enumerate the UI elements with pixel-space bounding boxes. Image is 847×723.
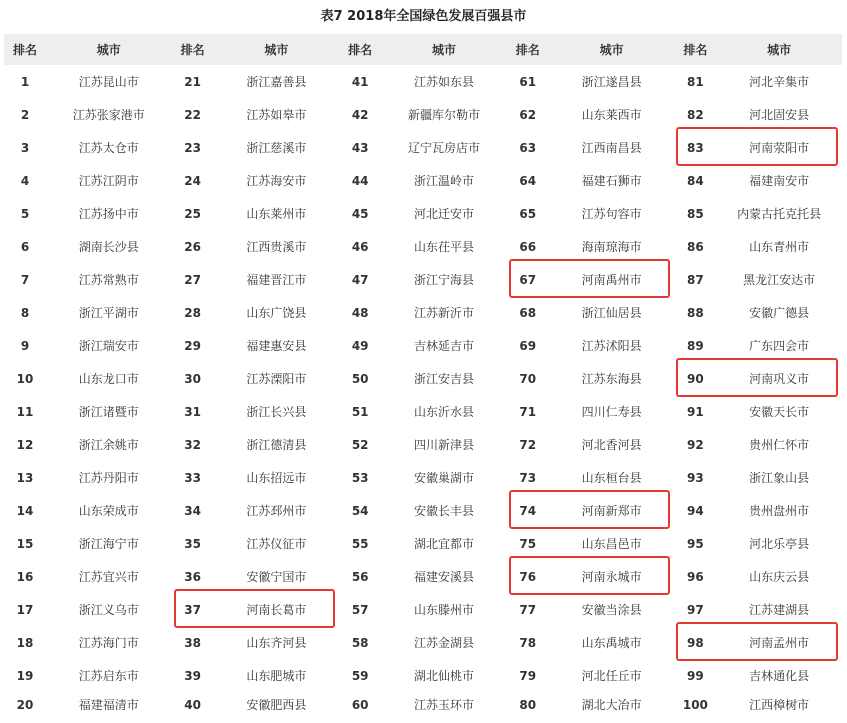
city-cell: 江苏扬中市 bbox=[78, 207, 139, 221]
city-cell: 山东莱州市 bbox=[246, 207, 307, 221]
rank-cell: 43 bbox=[351, 140, 369, 155]
rank-cell: 81 bbox=[687, 74, 704, 89]
city-cell: 山东禹城市 bbox=[581, 636, 642, 650]
header-city: 城市 bbox=[214, 34, 340, 65]
rank-cell: 64 bbox=[519, 173, 537, 188]
rank-cell: 56 bbox=[351, 569, 369, 584]
table-row bbox=[4, 164, 842, 197]
rank-cell: 27 bbox=[184, 272, 201, 287]
rank-cell: 29 bbox=[184, 338, 201, 353]
city-cell: 江苏张家港市 bbox=[72, 108, 145, 122]
city-cell: 浙江诸暨市 bbox=[78, 405, 139, 419]
city-cell: 山东青州市 bbox=[749, 240, 810, 254]
city-cell: 江苏海门市 bbox=[78, 636, 139, 650]
rank-cell: 18 bbox=[16, 635, 34, 650]
city-cell: 江苏丹阳市 bbox=[78, 471, 139, 485]
city-cell: 江苏仪征市 bbox=[246, 537, 307, 551]
rank-cell: 26 bbox=[184, 239, 201, 254]
city-cell: 江苏沭阳县 bbox=[581, 339, 642, 353]
city-cell: 江西樟树市 bbox=[749, 698, 810, 712]
city-cell: 福建福清市 bbox=[78, 698, 139, 712]
table-row bbox=[4, 626, 842, 659]
table-row bbox=[4, 560, 842, 593]
city-cell: 江苏海安市 bbox=[246, 174, 307, 188]
city-cell: 安徽宁国市 bbox=[246, 570, 307, 584]
city-cell: 江苏东海县 bbox=[581, 372, 642, 386]
rank-cell: 23 bbox=[184, 140, 201, 155]
city-cell: 浙江仙居县 bbox=[581, 306, 642, 320]
rank-cell: 63 bbox=[519, 140, 537, 155]
rank-cell: 100 bbox=[682, 697, 708, 712]
rank-cell: 85 bbox=[687, 206, 704, 221]
city-cell: 安徽天长市 bbox=[749, 405, 810, 419]
rank-cell: 95 bbox=[687, 536, 704, 551]
rank-cell: 32 bbox=[184, 437, 201, 452]
rank-cell: 6 bbox=[20, 239, 30, 254]
rank-cell: 46 bbox=[351, 239, 369, 254]
rank-cell: 4 bbox=[20, 173, 30, 188]
city-cell: 福建惠安县 bbox=[246, 339, 307, 353]
rank-cell: 62 bbox=[519, 107, 537, 122]
rank-cell: 13 bbox=[16, 470, 34, 485]
rank-cell: 51 bbox=[351, 404, 369, 419]
rank-cell: 93 bbox=[687, 470, 704, 485]
table-row bbox=[4, 395, 842, 428]
city-cell: 江西南昌县 bbox=[581, 141, 642, 155]
rank-cell: 58 bbox=[351, 635, 369, 650]
header-rank: 排名 bbox=[674, 34, 716, 65]
rank-cell: 94 bbox=[687, 503, 704, 518]
city-cell: 浙江海宁市 bbox=[78, 537, 139, 551]
rank-cell: 42 bbox=[351, 107, 369, 122]
city-cell: 山东齐河县 bbox=[246, 636, 307, 650]
city-cell: 河南孟州市 bbox=[749, 636, 810, 650]
rank-cell: 35 bbox=[184, 536, 201, 551]
rank-cell: 7 bbox=[20, 272, 30, 287]
rank-cell: 28 bbox=[184, 305, 201, 320]
city-cell: 福建安溪县 bbox=[413, 570, 474, 584]
header-city: 城市 bbox=[46, 34, 172, 65]
rank-cell: 98 bbox=[687, 635, 704, 650]
rank-cell: 77 bbox=[519, 602, 537, 617]
rank-cell: 68 bbox=[519, 305, 537, 320]
city-cell: 湖北宜都市 bbox=[413, 537, 474, 551]
rank-cell: 89 bbox=[687, 338, 704, 353]
rank-cell: 33 bbox=[184, 470, 201, 485]
header-row bbox=[4, 34, 842, 65]
city-cell: 山东荣成市 bbox=[78, 504, 139, 518]
city-cell: 河南长葛市 bbox=[246, 603, 307, 617]
rank-cell: 53 bbox=[351, 470, 369, 485]
table-row bbox=[4, 461, 842, 494]
city-cell: 福建南安市 bbox=[749, 174, 810, 188]
city-cell: 山东茌平县 bbox=[413, 240, 474, 254]
rank-cell: 66 bbox=[519, 239, 537, 254]
rank-cell: 67 bbox=[519, 272, 537, 287]
city-cell: 湖南长沙县 bbox=[78, 240, 139, 254]
rank-cell: 44 bbox=[351, 173, 369, 188]
city-cell: 浙江象山县 bbox=[749, 471, 810, 485]
city-cell: 江苏如东县 bbox=[413, 75, 474, 89]
rank-cell: 8 bbox=[20, 305, 30, 320]
city-cell: 山东广饶县 bbox=[246, 306, 307, 320]
rank-cell: 34 bbox=[184, 503, 201, 518]
rank-cell: 87 bbox=[687, 272, 704, 287]
city-cell: 河南永城市 bbox=[581, 570, 642, 584]
city-cell: 江苏启东市 bbox=[78, 669, 139, 683]
rank-cell: 70 bbox=[519, 371, 537, 386]
header-city: 城市 bbox=[549, 34, 675, 65]
city-cell: 山东招远市 bbox=[246, 471, 307, 485]
rank-cell: 84 bbox=[687, 173, 704, 188]
rank-cell: 97 bbox=[687, 602, 704, 617]
city-cell: 安徽巢湖市 bbox=[413, 471, 474, 485]
city-cell: 湖北仙桃市 bbox=[413, 669, 474, 683]
city-cell: 四川仁寿县 bbox=[581, 405, 642, 419]
city-cell: 江苏昆山市 bbox=[78, 75, 139, 89]
table-row bbox=[4, 329, 842, 362]
table-row bbox=[4, 593, 842, 626]
city-cell: 安徽当涂县 bbox=[581, 603, 642, 617]
city-cell: 浙江平湖市 bbox=[78, 306, 139, 320]
city-cell: 吉林通化县 bbox=[749, 669, 810, 683]
city-cell: 山东昌邑市 bbox=[581, 537, 642, 551]
city-cell: 安徽长丰县 bbox=[413, 504, 474, 518]
header-rank: 排名 bbox=[339, 34, 381, 65]
header-city: 城市 bbox=[381, 34, 507, 65]
rank-cell: 30 bbox=[184, 371, 201, 386]
city-cell: 浙江长兴县 bbox=[246, 405, 307, 419]
table-row bbox=[4, 131, 842, 164]
city-cell: 贵州仁怀市 bbox=[749, 438, 810, 452]
city-cell: 江苏邳州市 bbox=[246, 504, 307, 518]
table-row bbox=[4, 296, 842, 329]
rank-cell: 45 bbox=[351, 206, 369, 221]
rank-cell: 39 bbox=[184, 668, 201, 683]
rank-cell: 22 bbox=[184, 107, 201, 122]
rank-cell: 90 bbox=[687, 371, 704, 386]
rank-cell: 82 bbox=[687, 107, 704, 122]
header-rank: 排名 bbox=[172, 34, 214, 65]
rank-cell: 69 bbox=[519, 338, 537, 353]
city-cell: 江苏新沂市 bbox=[413, 306, 474, 320]
city-cell: 江苏句容市 bbox=[581, 207, 642, 221]
city-cell: 内蒙古托克托县 bbox=[737, 207, 822, 221]
city-cell: 河北任丘市 bbox=[581, 669, 642, 683]
rank-cell: 20 bbox=[16, 697, 34, 712]
city-cell: 河南新郑市 bbox=[581, 504, 642, 518]
city-cell: 河北固安县 bbox=[749, 108, 810, 122]
rank-cell: 19 bbox=[16, 668, 34, 683]
city-cell: 江苏玉环市 bbox=[413, 698, 474, 712]
rank-cell: 76 bbox=[519, 569, 537, 584]
rank-cell: 78 bbox=[519, 635, 537, 650]
city-cell: 江苏常熟市 bbox=[78, 273, 139, 287]
rank-cell: 2 bbox=[20, 107, 30, 122]
rank-cell: 49 bbox=[351, 338, 369, 353]
rank-cell: 1 bbox=[20, 74, 30, 89]
city-cell: 新疆库尔勒市 bbox=[407, 108, 480, 122]
city-cell: 辽宁瓦房店市 bbox=[407, 141, 480, 155]
rank-cell: 80 bbox=[519, 697, 537, 712]
city-cell: 江苏江阴市 bbox=[78, 174, 139, 188]
rank-cell: 88 bbox=[687, 305, 704, 320]
header-city: 城市 bbox=[716, 34, 842, 65]
city-cell: 山东滕州市 bbox=[413, 603, 474, 617]
city-cell: 广东四会市 bbox=[749, 339, 810, 353]
city-cell: 山东龙口市 bbox=[78, 372, 139, 386]
rank-cell: 21 bbox=[184, 74, 201, 89]
rank-cell: 37 bbox=[184, 602, 201, 617]
city-cell: 山东沂水县 bbox=[413, 405, 474, 419]
rank-cell: 75 bbox=[519, 536, 537, 551]
rank-cell: 91 bbox=[687, 404, 704, 419]
rank-cell: 3 bbox=[20, 140, 30, 155]
rank-cell: 86 bbox=[687, 239, 704, 254]
city-cell: 江苏如皋市 bbox=[246, 108, 307, 122]
rank-cell: 48 bbox=[351, 305, 369, 320]
city-cell: 河北辛集市 bbox=[749, 75, 810, 89]
city-cell: 河北迁安市 bbox=[413, 207, 474, 221]
rank-cell: 59 bbox=[351, 668, 369, 683]
city-cell: 福建石狮市 bbox=[581, 174, 642, 188]
city-cell: 江苏太仓市 bbox=[78, 141, 139, 155]
table-row bbox=[4, 263, 842, 296]
table-row bbox=[4, 494, 842, 527]
rank-cell: 92 bbox=[687, 437, 704, 452]
rank-cell: 60 bbox=[351, 697, 369, 712]
city-cell: 浙江瑞安市 bbox=[78, 339, 139, 353]
city-cell: 山东肥城市 bbox=[246, 669, 307, 683]
header-rank: 排名 bbox=[507, 34, 549, 65]
rank-cell: 31 bbox=[184, 404, 201, 419]
rank-cell: 83 bbox=[687, 140, 704, 155]
table-title: 表7 2018年全国绿色发展百强县市 bbox=[320, 9, 527, 24]
rank-cell: 73 bbox=[519, 470, 537, 485]
rank-cell: 14 bbox=[16, 503, 34, 518]
rank-cell: 15 bbox=[16, 536, 34, 551]
rank-cell: 52 bbox=[351, 437, 369, 452]
city-cell: 河北香河县 bbox=[581, 438, 642, 452]
table-row bbox=[4, 527, 842, 560]
header-rank: 排名 bbox=[4, 34, 46, 65]
rank-cell: 41 bbox=[351, 74, 369, 89]
city-cell: 江苏溧阳市 bbox=[246, 372, 307, 386]
city-cell: 浙江义乌市 bbox=[78, 603, 139, 617]
city-cell: 湖北大冶市 bbox=[581, 698, 642, 712]
rank-cell: 17 bbox=[16, 602, 34, 617]
rank-cell: 50 bbox=[351, 371, 369, 386]
city-cell: 浙江慈溪市 bbox=[246, 141, 307, 155]
rank-cell: 74 bbox=[519, 503, 537, 518]
city-cell: 海南琼海市 bbox=[581, 240, 642, 254]
city-cell: 黑龙江安达市 bbox=[743, 273, 816, 287]
table-row bbox=[4, 98, 842, 131]
city-cell: 山东莱西市 bbox=[581, 108, 642, 122]
rank-cell: 61 bbox=[519, 74, 537, 89]
city-cell: 江苏金湖县 bbox=[413, 636, 474, 650]
rank-cell: 11 bbox=[16, 404, 34, 419]
rank-cell: 96 bbox=[687, 569, 704, 584]
rank-cell: 5 bbox=[20, 206, 30, 221]
city-cell: 浙江宁海县 bbox=[413, 273, 474, 287]
table-row bbox=[4, 692, 842, 717]
table-row bbox=[4, 659, 842, 692]
rank-cell: 99 bbox=[687, 668, 704, 683]
city-cell: 河南禹州市 bbox=[581, 273, 642, 287]
city-cell: 山东桓台县 bbox=[581, 471, 642, 485]
rank-cell: 24 bbox=[184, 173, 201, 188]
rank-cell: 25 bbox=[184, 206, 201, 221]
rank-cell: 47 bbox=[351, 272, 369, 287]
city-cell: 浙江温岭市 bbox=[413, 174, 474, 188]
rank-cell: 54 bbox=[351, 503, 369, 518]
city-cell: 河南荥阳市 bbox=[749, 141, 810, 155]
city-cell: 浙江嘉善县 bbox=[246, 75, 307, 89]
rank-cell: 12 bbox=[16, 437, 34, 452]
city-cell: 浙江遂昌县 bbox=[581, 75, 642, 89]
rank-cell: 40 bbox=[184, 697, 201, 712]
city-cell: 福建晋江市 bbox=[246, 273, 307, 287]
rank-cell: 65 bbox=[519, 206, 537, 221]
city-cell: 安徽广德县 bbox=[749, 306, 810, 320]
rank-cell: 57 bbox=[351, 602, 369, 617]
rank-cell: 72 bbox=[519, 437, 537, 452]
city-cell: 浙江德清县 bbox=[246, 438, 307, 452]
rank-cell: 16 bbox=[16, 569, 34, 584]
city-cell: 浙江余姚市 bbox=[78, 438, 139, 452]
rank-cell: 9 bbox=[20, 338, 30, 353]
table-row bbox=[4, 428, 842, 461]
city-cell: 吉林延吉市 bbox=[413, 339, 474, 353]
city-cell: 贵州盘州市 bbox=[749, 504, 810, 518]
table-row bbox=[4, 65, 842, 98]
rank-cell: 36 bbox=[184, 569, 201, 584]
city-cell: 四川新津县 bbox=[413, 438, 474, 452]
rank-cell: 38 bbox=[184, 635, 201, 650]
table-row bbox=[4, 197, 842, 230]
city-cell: 江苏建湖县 bbox=[749, 603, 810, 617]
city-cell: 河南巩义市 bbox=[749, 372, 810, 386]
city-cell: 安徽肥西县 bbox=[246, 698, 307, 712]
rank-cell: 10 bbox=[16, 371, 34, 386]
city-cell: 江西贵溪市 bbox=[246, 240, 307, 254]
city-cell: 山东庆云县 bbox=[749, 570, 810, 584]
city-cell: 浙江安吉县 bbox=[413, 372, 474, 386]
rank-cell: 71 bbox=[519, 404, 537, 419]
city-cell: 江苏宜兴市 bbox=[78, 570, 139, 584]
ranking-table bbox=[4, 34, 842, 717]
city-cell: 河北乐亭县 bbox=[749, 537, 810, 551]
table-row bbox=[4, 362, 842, 395]
table-row bbox=[4, 230, 842, 263]
rank-cell: 55 bbox=[351, 536, 369, 551]
rank-cell: 79 bbox=[519, 668, 537, 683]
